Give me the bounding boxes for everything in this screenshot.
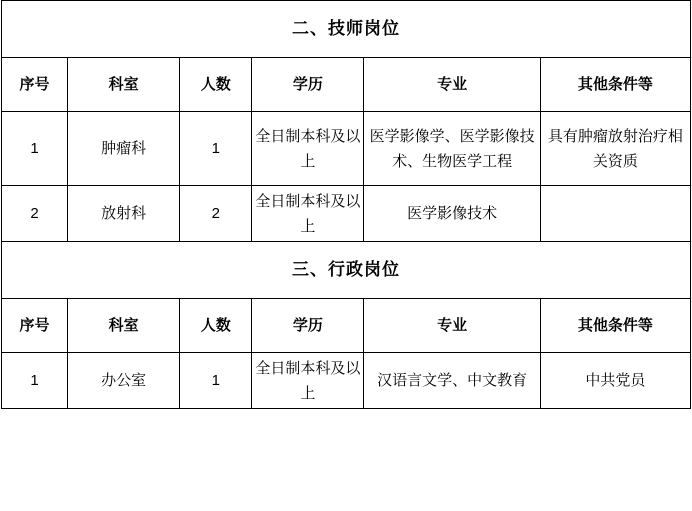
table-row xyxy=(2,112,691,186)
cell-department: 放射科 xyxy=(68,186,180,242)
header-other-conditions: 其他条件等 xyxy=(540,58,690,112)
header-no: 序号 xyxy=(2,299,68,353)
cell-no: 1 xyxy=(2,112,68,186)
cell-no: 2 xyxy=(2,186,68,242)
table-header-row xyxy=(2,299,691,353)
cell-count: 1 xyxy=(180,112,252,186)
cell-no: 1 xyxy=(2,353,68,409)
cell-education: 全日制本科及以上 xyxy=(252,112,364,186)
section-title-technician: 二、技师岗位 xyxy=(2,1,691,58)
header-major: 专业 xyxy=(364,299,540,353)
table-row xyxy=(2,186,691,242)
cell-major: 医学影像技术 xyxy=(364,186,540,242)
header-major: 专业 xyxy=(364,58,540,112)
cell-other-conditions: 具有肿瘤放射治疗相关资质 xyxy=(540,112,690,186)
header-department: 科室 xyxy=(68,299,180,353)
header-other-conditions: 其他条件等 xyxy=(540,299,690,353)
cell-other-conditions: 中共党员 xyxy=(540,353,690,409)
cell-other-conditions xyxy=(540,186,690,242)
cell-department: 肿瘤科 xyxy=(68,112,180,186)
header-count: 人数 xyxy=(180,299,252,353)
cell-count: 1 xyxy=(180,353,252,409)
cell-major: 医学影像学、医学影像技术、生物医学工程 xyxy=(364,112,540,186)
table-row xyxy=(2,353,691,409)
cell-count: 2 xyxy=(180,186,252,242)
header-education: 学历 xyxy=(252,58,364,112)
header-education: 学历 xyxy=(252,299,364,353)
cell-department: 办公室 xyxy=(68,353,180,409)
header-count: 人数 xyxy=(180,58,252,112)
technician-position-table xyxy=(1,0,691,409)
section-title-row xyxy=(2,242,691,299)
header-no: 序号 xyxy=(2,58,68,112)
section-title-administrative: 三、行政岗位 xyxy=(2,242,691,299)
header-department: 科室 xyxy=(68,58,180,112)
cell-education: 全日制本科及以上 xyxy=(252,353,364,409)
table-header-row xyxy=(2,58,691,112)
section-title-row xyxy=(2,1,691,58)
cell-education: 全日制本科及以上 xyxy=(252,186,364,242)
cell-major: 汉语言文学、中文教育 xyxy=(364,353,540,409)
